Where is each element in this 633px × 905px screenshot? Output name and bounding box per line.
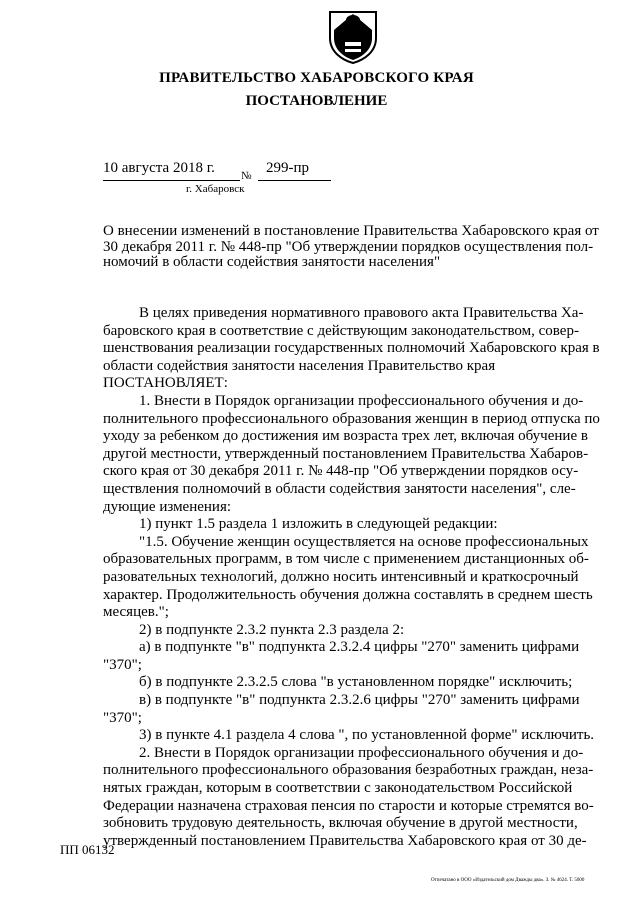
- number-underline: [258, 180, 331, 181]
- document-code: ПП 06132: [60, 842, 115, 857]
- body-line: месяцев.";: [103, 604, 169, 621]
- body-line: шенствования реализации государственных полномочий Хабаровского края в: [103, 340, 600, 357]
- document-date: 10 августа 2018 г.: [103, 160, 215, 176]
- number-sign: №: [241, 170, 252, 182]
- body-line: другой местности, утвержденный постановлением Правительства Хабаров-: [103, 445, 589, 462]
- body-line: дующие изменения:: [103, 498, 232, 515]
- body-line: образовательных программ, в том числе с применением дистанционных об-: [103, 551, 589, 568]
- body-line: 2) в подпункте 2.3.2 пункта 2.3 раздела 2:: [139, 621, 405, 638]
- document-number: 299-пр: [266, 160, 310, 176]
- title-line: О внесении изменений в постановление Правительства Хабаровского края от: [103, 223, 599, 239]
- body-line: нятых граждан, которым в соответствии с законодательством Российской: [103, 780, 573, 797]
- body-line: Федерации назначена страховая пенсия по старости и которые стремятся во-: [103, 797, 594, 814]
- document-city: г. Хабаровск: [186, 183, 245, 195]
- body-line: ПОСТАНОВЛЯЕТ:: [103, 375, 228, 392]
- document-body: [103, 305, 608, 850]
- print-note: Отпечатано в ООО «Издательский дом Дважды два». З. № 4624. Т. 5000: [431, 878, 585, 883]
- body-line: в) в подпункте "в" подпункта 2.3.2.6 цифры "270" заменить цифрами: [139, 692, 580, 709]
- body-line: ского края от 30 декабря 2011 г. № 448-пр "Об утверждении порядков осу-: [103, 463, 579, 480]
- body-line: 3) в пункте 4.1 раздела 4 слова ", по установленной форме" исключить.: [139, 727, 595, 744]
- body-line: 1. Внести в Порядок организации профессионального обучения и до-: [139, 392, 584, 409]
- body-line: а) в подпункте "в" подпункта 2.3.2.4 цифры "270" заменить цифрами: [139, 639, 580, 656]
- body-line: б) в подпункте 2.3.2.5 слова "в установленном порядке" исключить;: [139, 674, 573, 691]
- government-name: ПРАВИТЕЛЬСТВО ХАБАРОВСКОГО КРАЯ: [159, 70, 474, 86]
- body-line: В целях приведения нормативного правового акта Правительства Ха-: [139, 305, 584, 321]
- body-line: ществления полномочий в области содействия занятости населения", сле-: [103, 480, 576, 497]
- body-line: области содействия занятости населения Правительство края: [103, 357, 496, 374]
- document-type: ПОСТАНОВЛЕНИЕ: [245, 93, 388, 109]
- title-line: номочий в области содействия занятости населения": [103, 254, 441, 270]
- document-title: [103, 224, 608, 271]
- body-line: полнительного профессионального образования безработных граждан, неза-: [103, 762, 594, 779]
- body-line: баровского края в соответствие с действующим законодательством, совер-: [103, 322, 579, 339]
- body-line: "370";: [103, 709, 142, 726]
- body-line: полнительного профессионального образования женщин в период отпуска по: [103, 410, 600, 427]
- body-line: 2. Внести в Порядок организации профессионального обучения и до-: [139, 744, 584, 761]
- title-line: 30 декабря 2011 г. № 448-пр "Об утверждении порядков осуществления пол-: [103, 238, 594, 255]
- body-line: 1) пункт 1.5 раздела 1 изложить в следующей редакции:: [139, 516, 498, 533]
- body-line: разовательных технологий, должно носить интенсивный и краткосрочный: [103, 568, 579, 585]
- body-line: уходу за ребенком до достижения им возраста трех лет, включая обучение в: [103, 428, 588, 445]
- body-line: утвержденный постановлением Правительства Хабаровского края от 30 де-: [103, 832, 587, 849]
- date-underline: [103, 180, 240, 181]
- coat-of-arms-emblem: [326, 8, 380, 64]
- body-line: зобновить трудовую деятельность, включая обучение в другой местности,: [103, 815, 578, 832]
- body-line: характер. Продолжительность обучения должна составлять в среднем шесть: [103, 586, 593, 603]
- body-line: "370";: [103, 656, 142, 673]
- body-line: "1.5. Обучение женщин осуществляется на основе профессиональных: [139, 533, 589, 550]
